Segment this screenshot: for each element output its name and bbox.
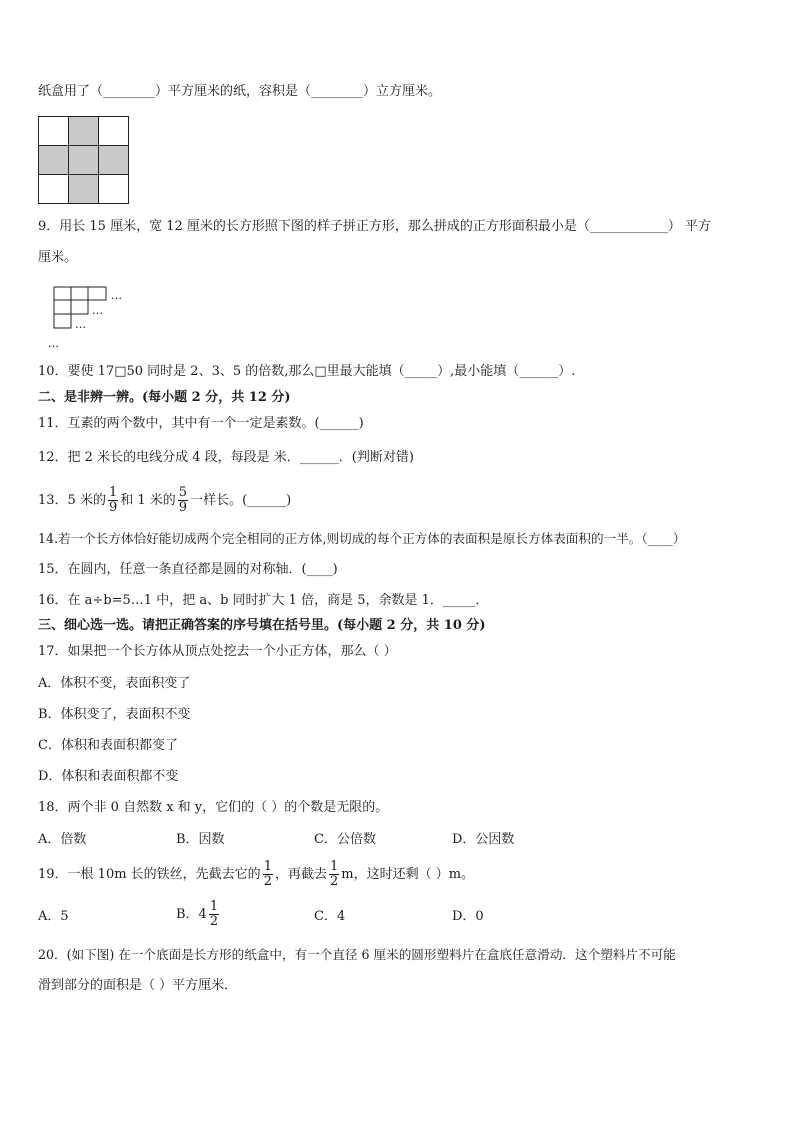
q19-option-b-whole: B．4	[176, 907, 207, 922]
section-2-heading: 二、是非辨一辨。(每小题 2 分，共 12 分)	[38, 390, 291, 405]
q19-option-d: D．0	[452, 909, 484, 924]
q19-option-c: C．4	[314, 909, 346, 924]
q13-prefix: 13．5 米的	[38, 493, 106, 508]
ellipsis-row-1: …	[111, 289, 122, 302]
fraction-1-2-option: $\frac{1}{2}$	[209, 899, 219, 929]
q13-suffix: 一样长。(______)	[190, 493, 292, 508]
ellipsis-row-3: …	[75, 318, 86, 331]
rectangle-tiling-diagram	[48, 287, 142, 350]
q19-option-a: A．5	[38, 909, 69, 924]
ellipsis-row-2: …	[92, 304, 103, 317]
q19-suffix: m，这时还剩（ ）m。	[341, 867, 475, 882]
question-19	[38, 860, 474, 889]
question-12: 12．把 2 米长的电线分成 4 段，每段是 米．______．(判断对错)	[38, 450, 414, 465]
q19-prefix: 19．一根 10m 长的铁丝，先截去它的	[38, 867, 261, 882]
question-13	[38, 486, 291, 515]
q17-option-a: A．体积不变，表面积变了	[38, 676, 191, 691]
q17-option-c: C．体积和表面积都变了	[38, 738, 178, 753]
q18-option-d: D．公因数	[452, 832, 515, 847]
question-10: 10．要使 17□50 同时是 2、3、5 的倍数,那么□里最大能填（_____）,最小能填（______）.	[38, 364, 576, 379]
fraction-1-9: $\frac{1}{9}$	[108, 485, 118, 515]
question-16: 16．在 a÷b=5…1 中，把 a、b 同时扩大 1 倍，商是 5，余数是 1．_____．	[38, 593, 489, 608]
q19-middle: ，再截去	[274, 867, 327, 882]
q18-option-b: B．因数	[176, 832, 225, 847]
question-17: 17．如果把一个长方体从顶点处挖去一个小正方体，那么（ ）	[38, 644, 397, 659]
question-8-continued: 纸盒用了（________）平方厘米的纸，容积是（________）立方厘米。	[38, 84, 442, 99]
question-9-continued: 厘米。	[38, 250, 78, 265]
question-15: 15．在圆内，任意一条直径都是圆的对称轴．(____)	[38, 562, 338, 577]
ellipsis-row-4: …	[48, 337, 59, 350]
question-9: 9．用长 15 厘米，宽 12 厘米的长方形照下图的样子拼正方形，那么拼成的正方形面积最小是（____________） 平方	[38, 219, 712, 234]
question-18: 18．两个非 0 自然数 x 和 y，它们的（ ）的个数是无限的。	[38, 800, 389, 815]
q17-option-d: D．体积和表面积都不变	[38, 769, 179, 784]
question-20: 20．(如下图) 在一个底面是长方形的纸盒中，有一个直径 6 厘米的圆形塑料片在盒底任意滑动．这个塑料片不可能	[38, 947, 676, 962]
q19-option-b	[176, 900, 221, 929]
q13-middle: 和 1 米的	[120, 493, 176, 508]
fraction-1-2-b: $\frac{1}{2}$	[329, 859, 339, 889]
fraction-5-9: $\frac{5}{9}$	[178, 485, 188, 515]
question-11: 11．互素的两个数中，其中有一个一定是素数。(______)	[38, 416, 364, 431]
section-3-heading: 三、细心选一选。请把正确答案的序号填在括号里。(每小题 2 分，共 10 分)	[38, 618, 486, 633]
q18-option-a: A．倍数	[38, 832, 87, 847]
fraction-1-2-a: $\frac{1}{2}$	[263, 859, 272, 889]
question-14: 14.若一个长方体恰好能切成两个完全相同的正方体,则切成的每个正方体的表面积是原长方体表面积的一半。（____）	[38, 531, 686, 546]
q17-option-b: B．体积变了，表面积不变	[38, 707, 191, 722]
q18-option-c: C．公倍数	[314, 832, 376, 847]
net-diagram	[38, 116, 129, 204]
question-20-continued: 滑到部分的面积是（ ）平方厘米．	[38, 978, 238, 993]
